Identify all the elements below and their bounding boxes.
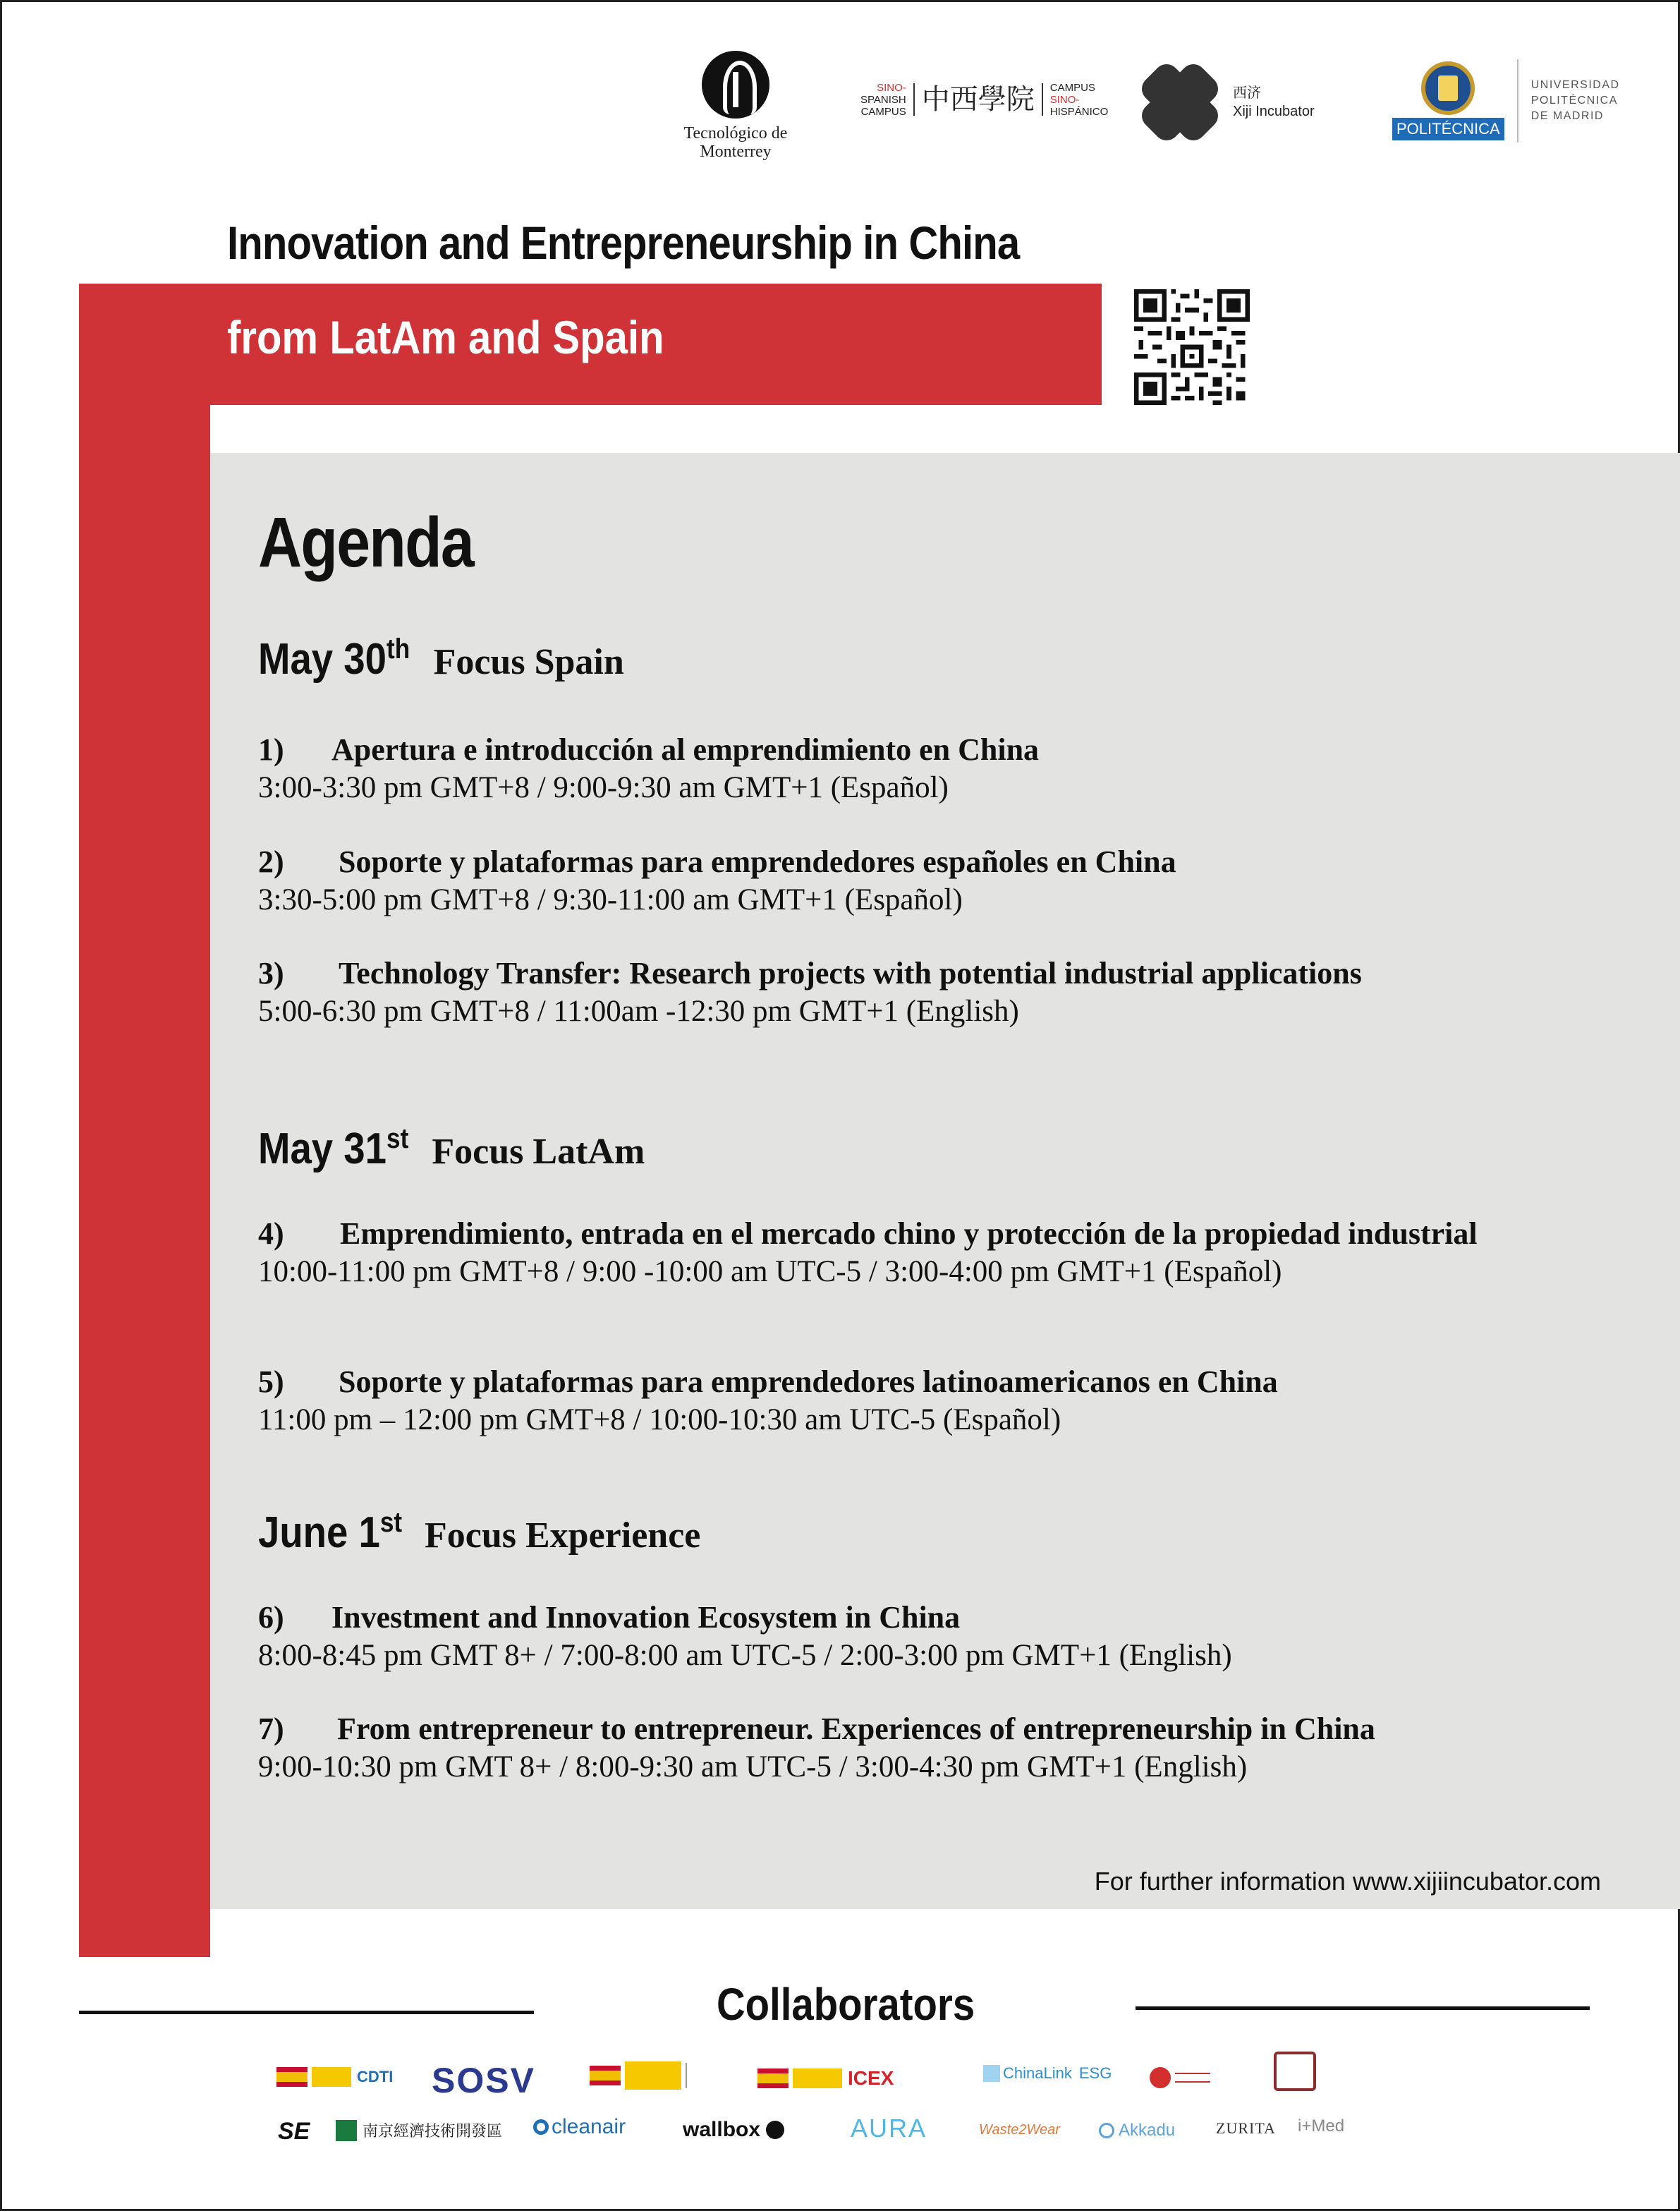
agenda-item-5 [258,1363,1612,1439]
item-time: 10:00-11:00 pm GMT+8 / 9:00 -10:00 am UTC-5 / 3:00-4:00 pm GMT+1 (Español) [258,1255,1282,1288]
cleanair-icon [533,2119,549,2135]
spain-flag-icon [757,2068,789,2088]
agenda-item-6 [258,1599,1612,1675]
akkadu-label: Akkadu [1119,2121,1176,2140]
item-number: 4) [258,1216,284,1251]
tec-logo-text: Tecnológico de Monterrey [683,124,788,161]
item-title: Technology Transfer: Research projects with potential industrial applications [339,956,1362,991]
upm-word: POLITÉCNICA [1392,118,1504,140]
item-time: 3:30-5:00 pm GMT+8 / 9:30-11:00 am GMT+1 (Español) [258,883,963,916]
item-number: 2) [258,844,284,879]
spain-flag-icon [276,2067,308,2087]
agenda-heading: Agenda [258,503,474,582]
sino-left-line3: CAMPUS [860,105,906,118]
waste2wear-label: Waste2Wear [979,2122,1060,2138]
sino-left-line1: SINO- [877,81,906,94]
se-label: SE [278,2118,310,2145]
akkadu-icon [1099,2123,1114,2138]
item-title: Emprendimiento, entrada en el mercado chino y protección de la propiedad industrial [340,1216,1478,1251]
item-time: 5:00-6:30 pm GMT+8 / 11:00am -12:30 pm GMT+1 (English) [258,995,1019,1028]
chinalink-label: ChinaLink [1003,2064,1072,2082]
xiji-x-icon [1143,65,1217,140]
item-number: 3) [258,956,284,991]
upm-text-line2: POLITÉCNICA [1530,95,1618,107]
nanjing-icon [336,2120,357,2141]
main-title: Innovation and Entrepreneurship in China [227,217,1020,269]
day-heading-may-31 [258,1123,645,1174]
upm-text-line3: DE MADRID [1530,110,1604,122]
day-heading-june-1 [258,1507,700,1558]
item-title: Investment and Innovation Ecosystem in China [331,1600,961,1635]
sino-left-line2: SPANISH [860,93,906,106]
item-time: 9:00-10:30 pm GMT 8+ / 8:00-9:30 am UTC-5 / 3:00-4:30 pm GMT+1 (English) [258,1750,1248,1783]
upm-seal-icon [1421,61,1475,115]
spain-flag-icon [590,2066,621,2085]
item-title: Soporte y plataformas para emprendedores españoles en China [339,844,1176,879]
sino-chinese-title: 中西學院 [913,83,1043,116]
collab-divider-right [1136,2006,1590,2010]
sponsor-waste2wear [979,2122,1060,2138]
sino-right-line2: SINO- [1049,93,1080,106]
day-heading-may-30 [258,634,624,684]
esg-label: ESG [1078,2064,1112,2082]
collaborators-heading: Collaborators [717,1979,975,2030]
sponsor-nanjing [336,2119,502,2141]
sponsor-wallbox [683,2118,784,2142]
sponsor-cleanair [533,2115,626,2139]
agenda-item-3 [258,955,1612,1031]
further-info-link[interactable]: For further information www.xijiincubator.com [1094,1867,1601,1896]
item-time: 11:00 pm – 12:00 pm GMT+8 / 10:00-10:30 am UTC-5 (Español) [258,1403,1061,1436]
item-number: 1) [258,732,284,767]
nanjing-label: 南京經濟技術開發區 [363,2123,503,2140]
icex-label: ICEX [848,2067,894,2089]
agenda-item-2 [258,843,1612,919]
day-date: May 30 [258,635,386,684]
sino-right-line1: CAMPUS [1049,81,1095,94]
day-date-suffix: st [379,1507,403,1538]
day-date-suffix: st [386,1123,409,1154]
cleanair-label: cleanair [552,2115,626,2138]
sponsor-se [278,2118,310,2145]
upm-logo [1392,59,1620,143]
day-focus: Focus LatAm [432,1132,645,1172]
item-title: Soporte y plataformas para emprendedores latinoamericanos en China [339,1364,1278,1399]
sponsor-sao-law-firm [1274,2052,1316,2091]
item-time: 3:00-3:30 pm GMT+8 / 9:00-9:30 am GMT+1 (Español) [258,771,949,804]
sao-law-icon [1274,2052,1316,2091]
red-vertical-bar [79,405,210,1957]
sponsor-sosv [432,2060,535,2101]
day-focus: Focus Spain [433,642,624,682]
day-focus: Focus Experience [425,1515,701,1556]
day-date: May 31 [258,1125,386,1173]
sosv-label: SOSV [432,2061,535,2100]
item-number: 5) [258,1364,284,1399]
item-title: Apertura e introducción al emprendimiento en China [331,732,1040,767]
chinalink-icon [983,2065,1000,2082]
item-title: From entrepreneur to entrepreneur. Experiences of entrepreneurship in China [337,1712,1375,1746]
xiji-en-name: Xiji Incubator [1233,104,1315,119]
sponsor-spain-ministry [590,2061,728,2090]
collab-divider-left [79,2011,534,2014]
sponsor-zurita [1216,2119,1276,2138]
upm-text-line1: UNIVERSIDAD [1530,79,1620,91]
emblem-icon [1150,2067,1171,2088]
agenda-item-7 [258,1710,1612,1786]
torch-icon [702,51,769,119]
agenda-item-4 [258,1215,1612,1291]
agenda-item-1 [258,731,1612,807]
sponsor-akkadu [1099,2121,1175,2140]
item-number: 6) [258,1600,284,1635]
tec-monterrey-logo [676,51,796,161]
sponsor-icex [757,2067,894,2090]
main-subtitle: from LatAm and Spain [227,311,664,363]
sponsor-chinalink-esg [983,2064,1112,2083]
sponsor-cdti [276,2067,393,2087]
sponsor-aura [851,2114,927,2143]
sino-spanish-campus-logo [860,61,1108,138]
imed-label: i+Med [1298,2116,1345,2136]
xiji-cn-name: 西济 [1233,85,1261,101]
sino-right-line3: HISPÁNICO [1049,105,1109,118]
qr-code-icon[interactable] [1134,289,1250,405]
day-date: June 1 [258,1508,380,1557]
wallbox-icon [766,2121,784,2139]
xiji-incubator-logo [1143,65,1315,140]
sponsor-red-emblem [1150,2067,1210,2088]
item-time: 8:00-8:45 pm GMT 8+ / 7:00-8:00 am UTC-5 / 2:00-3:00 pm GMT+1 (English) [258,1639,1232,1672]
item-number: 7) [258,1712,284,1746]
upm-divider [1517,59,1518,143]
aura-label: AURA [851,2114,927,2143]
cdti-label: CDTI [357,2068,394,2085]
day-date-suffix: th [386,634,410,665]
zurita-label: ZURITA [1216,2119,1276,2137]
wallbox-label: wallbox [683,2118,761,2141]
sponsor-imed [1298,2116,1344,2136]
